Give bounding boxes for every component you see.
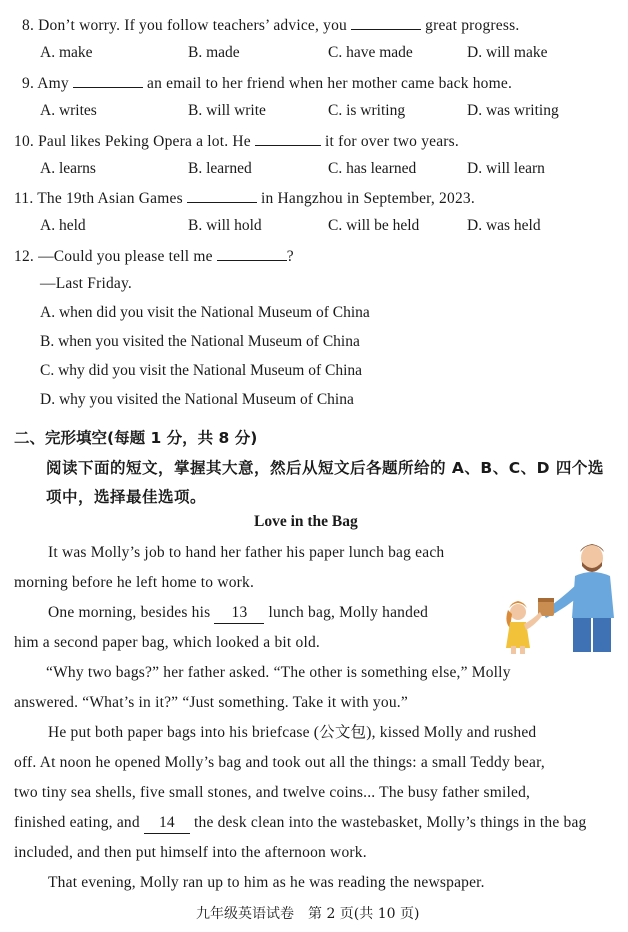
section-instruction: 阅读下面的短文，掌握其大意，然后从短文后各题所给的 A、B、C、D 四个选 [46, 459, 604, 477]
passage-line-with-blank-13: One morning, besides his 13 lunch bag, Molly handed [48, 603, 428, 624]
question-text: Amy [37, 75, 69, 92]
option-d[interactable]: D. was held [467, 217, 541, 234]
passage-line: “Why two bags?” her father asked. “The other is something else,” Molly [46, 664, 511, 681]
option-a[interactable]: A. when did you visit the National Museum of China [40, 304, 370, 321]
option-d[interactable]: D. was writing [467, 102, 559, 119]
blank-14[interactable]: 14 [144, 813, 190, 834]
question-10 [14, 130, 459, 152]
option-d[interactable]: D. why you visited the National Museum of China [40, 391, 354, 408]
passage-line-with-blank-14: finished eating, and 14 the desk clean into the wastebasket, Molly’s things in the bag [14, 813, 587, 834]
answer-blank[interactable] [187, 187, 257, 203]
option-c[interactable]: C. have made [328, 44, 413, 61]
question-number: 11. [14, 190, 34, 207]
passage-title: Love in the Bag [254, 513, 358, 530]
passage-line: He put both paper bags into his briefcase (公文包), kissed Molly and rushed [48, 724, 537, 741]
answer-blank[interactable] [255, 130, 321, 146]
option-b[interactable]: B. learned [188, 160, 252, 177]
question-text: Paul likes Peking Opera a lot. He [38, 133, 251, 150]
question-text: The 19th Asian Games [37, 190, 183, 207]
question-8 [22, 14, 519, 36]
passage-line: included, and then put himself into the afternoon work. [14, 844, 367, 861]
daughter-figure [506, 601, 542, 654]
father-daughter-illustration [480, 540, 620, 655]
option-d[interactable]: D. will make [467, 44, 548, 61]
option-b[interactable]: B. will hold [188, 217, 262, 234]
passage-line: That evening, Molly ran up to him as he was reading the newspaper. [48, 874, 485, 891]
passage-line: him a second paper bag, which looked a bit old. [14, 634, 320, 651]
blank-13[interactable]: 13 [214, 603, 264, 624]
question-9 [22, 72, 512, 94]
question-number: 10. [14, 133, 34, 150]
question-number: 9. [22, 75, 35, 92]
answer-blank[interactable] [351, 14, 421, 30]
option-c[interactable]: C. is writing [328, 102, 406, 119]
passage-line: morning before he left home to work. [14, 574, 255, 591]
answer-blank[interactable] [217, 245, 287, 261]
option-d[interactable]: D. will learn [467, 160, 545, 177]
page-footer: 九年级英语试卷 第 2 页(共 10 页) [196, 906, 420, 922]
question-text-tail: in Hangzhou in September, 2023. [261, 190, 475, 207]
passage-line: two tiny sea shells, five small stones, and twelve coins... The busy father smiled, [14, 784, 531, 801]
passage-line: answered. “What’s in it?” “Just something. Take it with you.” [14, 694, 408, 711]
question-12 [14, 245, 294, 267]
question-11 [14, 187, 475, 209]
option-c[interactable]: C. has learned [328, 160, 417, 177]
question-text: Don’t worry. If you follow teachers’ advice, you [38, 17, 347, 34]
option-b[interactable]: B. when you visited the National Museum of China [40, 333, 360, 350]
dialogue-answer: —Last Friday. [40, 275, 132, 292]
section-heading: 二、完形填空(每题 1 分，共 8 分) [14, 429, 258, 447]
question-text-tail: great progress. [425, 17, 520, 34]
question-text-tail: an email to her friend when her mother came back home. [147, 75, 513, 92]
question-number: 8. [22, 17, 35, 34]
question-text: —Could you please tell me [38, 248, 213, 265]
option-a[interactable]: A. held [40, 217, 86, 234]
question-text-tail: ? [286, 248, 294, 265]
option-c[interactable]: C. will be held [328, 217, 420, 234]
option-a[interactable]: A. learns [40, 160, 96, 177]
option-b[interactable]: B. will write [188, 102, 266, 119]
section-instruction-cont: 项中，选择最佳选项。 [46, 488, 207, 506]
question-number: 12. [14, 248, 34, 265]
option-c[interactable]: C. why did you visit the National Museum of China [40, 362, 363, 379]
passage-line: It was Molly’s job to hand her father his paper lunch bag each [48, 544, 445, 561]
answer-blank[interactable] [73, 72, 143, 88]
option-a[interactable]: A. writes [40, 102, 97, 119]
option-a[interactable]: A. make [40, 44, 93, 61]
option-b[interactable]: B. made [188, 44, 240, 61]
passage-line: off. At noon he opened Molly’s bag and took out all the things: a small Teddy bear, [14, 754, 545, 771]
question-text-tail: it for over two years. [325, 133, 459, 150]
